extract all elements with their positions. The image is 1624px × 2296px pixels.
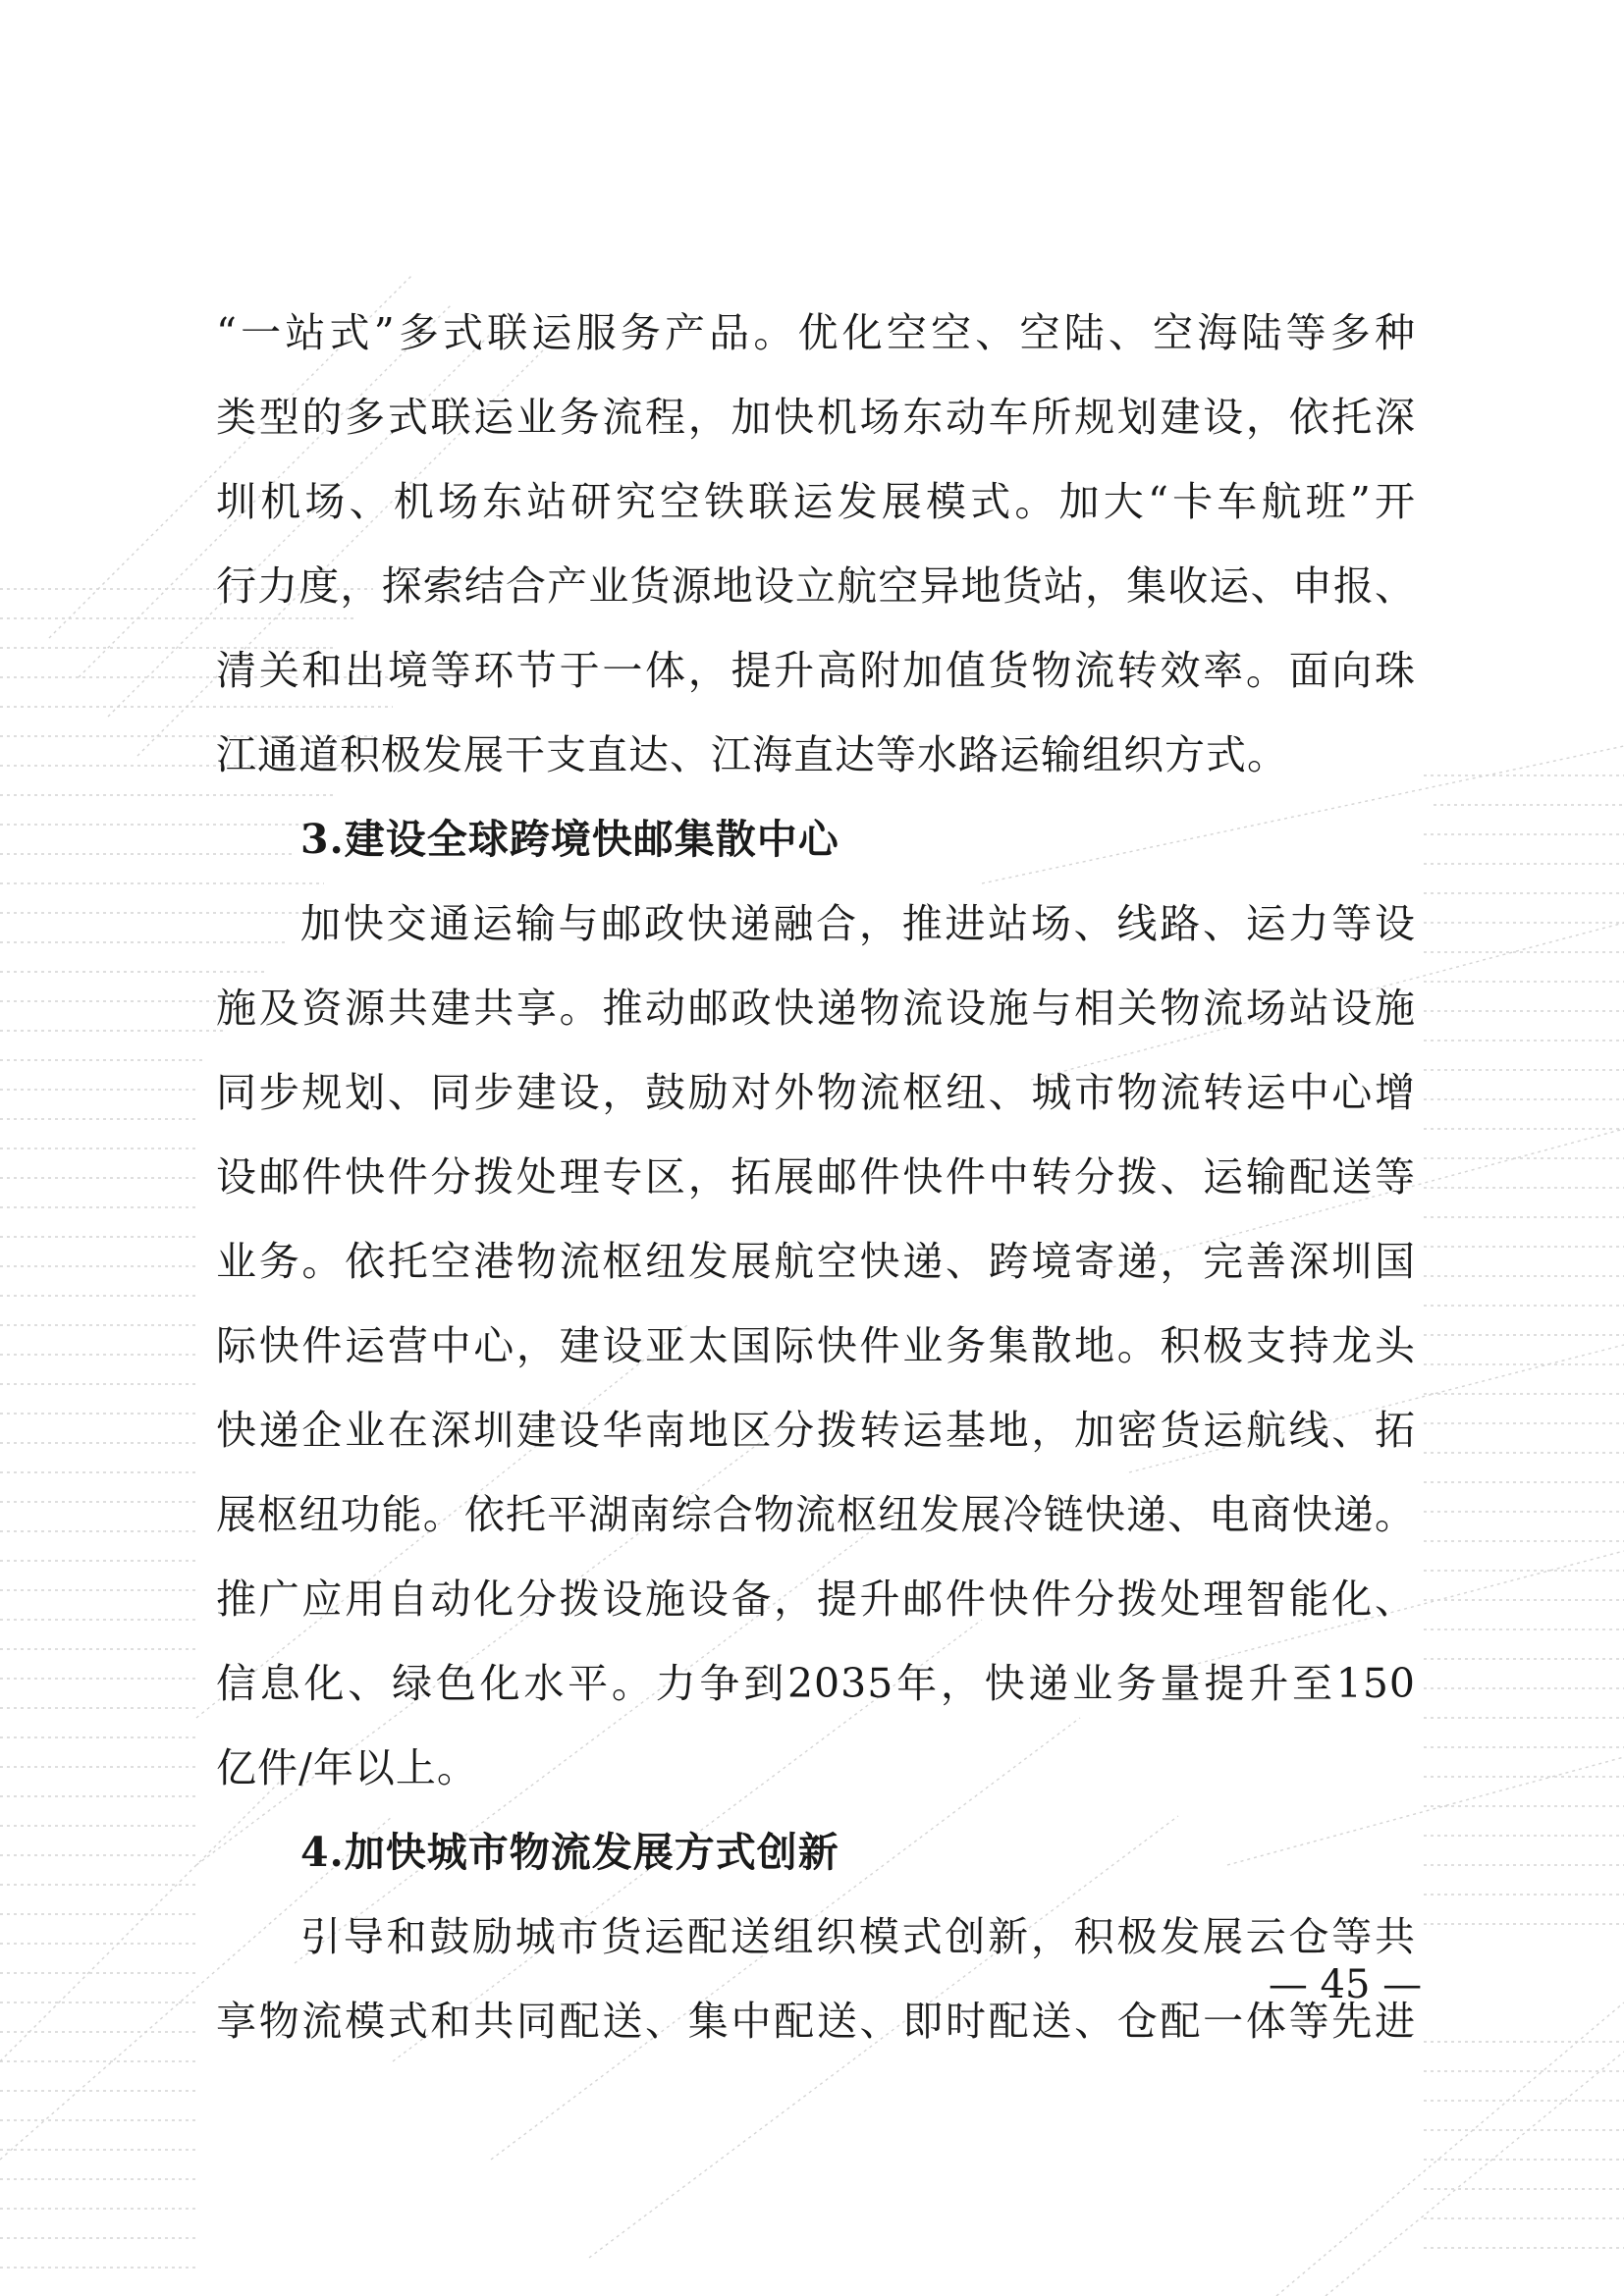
paragraph-line: 际快件运营中心，建设亚太国际快件业务集散地。积极支持龙头 <box>216 1322 1416 1369</box>
paragraph-line: 类型的多式联运业务流程，加快机场东动车所规划建设，依托深 <box>216 394 1416 441</box>
paragraph-line: 加快交通运输与邮政快递融合，推进站场、线路、运力等设 <box>300 900 1416 947</box>
paragraph-line: 圳机场、机场东站研究空铁联运发展模式。加大“卡车航班”开 <box>216 478 1416 525</box>
paragraph-line: 江通道积极发展干支直达、江海直达等水路运输组织方式。 <box>216 731 1288 778</box>
paragraph-line: 同步规划、同步建设，鼓励对外物流枢纽、城市物流转运中心增 <box>216 1069 1416 1116</box>
paragraph-line: 清关和出境等环节于一体，提升高附加值货物流转效率。面向珠 <box>216 647 1416 694</box>
paragraph-line: 快递企业在深圳建设华南地区分拨转运基地，加密货运航线、拓 <box>216 1407 1416 1454</box>
paragraph-line: 亿件/年以上。 <box>216 1744 478 1791</box>
paragraph-line: 信息化、绿色化水平。力争到2035年，快递业务量提升至150 <box>216 1660 1416 1707</box>
page-number: — 45 — <box>1268 1962 1423 2007</box>
paragraph-line: “一站式”多式联运服务产品。优化空空、空陆、空海陆等多种 <box>216 309 1416 356</box>
paragraph-line: 享物流模式和共同配送、集中配送、即时配送、仓配一体等先进 <box>216 1998 1416 2045</box>
paragraph-line: 行力度，探索结合产业货源地设立航空异地货站，集收运、申报、 <box>216 562 1416 610</box>
body-text <box>216 291 1416 2063</box>
paragraph-line: 展枢纽功能。依托平湖南综合物流枢纽发展冷链快递、电商快递。 <box>216 1491 1416 1538</box>
paragraph-line: 引导和鼓励城市货运配送组织模式创新，积极发展云仓等共 <box>300 1913 1416 1960</box>
paragraph-line: 设邮件快件分拨处理专区，拓展邮件快件中转分拨、运输配送等 <box>216 1153 1416 1201</box>
paragraph-line: 施及资源共建共享。推动邮政快递物流设施与相关物流场站设施 <box>216 985 1416 1032</box>
paragraph-line: 推广应用自动化分拨设施设备，提升邮件快件分拨处理智能化、 <box>216 1575 1416 1623</box>
paragraph-line: 业务。依托空港物流枢纽发展航空快递、跨境寄递，完善深圳国 <box>216 1238 1416 1285</box>
section-heading: 4.加快城市物流发展方式创新 <box>300 1829 839 1876</box>
section-heading: 3.建设全球跨境快邮集散中心 <box>300 816 839 863</box>
